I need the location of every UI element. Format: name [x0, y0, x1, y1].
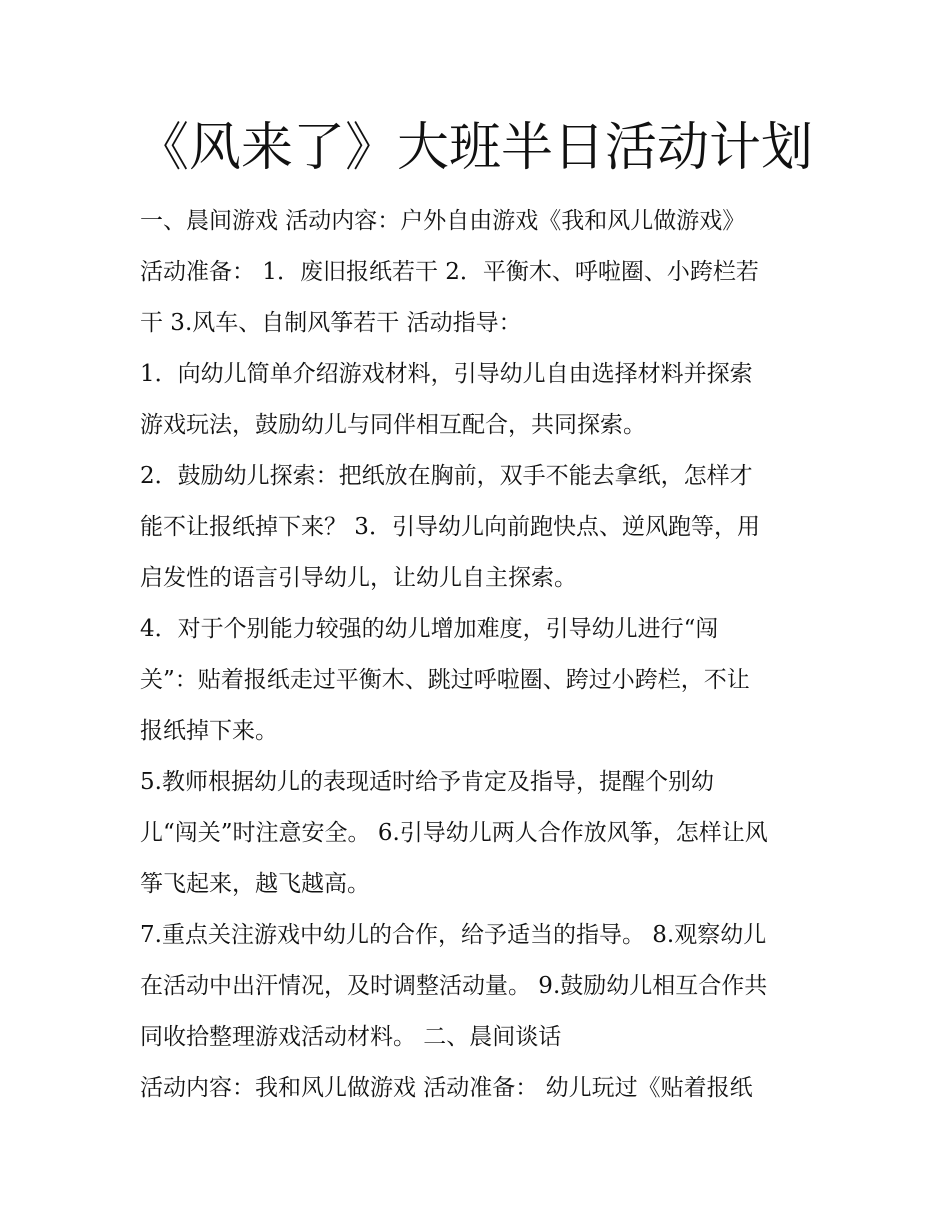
page-title: 《风来了》大班半日活动计划 [136, 118, 813, 178]
text-line-10: 关”：贴着报纸走过平衡木、跳过呼啦圈、跨过小跨栏，不让 [140, 667, 750, 693]
text-line-5: 游戏玩法，鼓励幼儿与同伴相互配合，共同探索。 [140, 412, 646, 438]
text-line-13: 儿“闯关”时注意安全。 6.引导幼儿两人合作放风筝，怎样让风 [140, 820, 768, 846]
text-line-2: 活动准备： 1．废旧报纸若干 2．平衡木、呼啦圈、小跨栏若 [140, 259, 759, 285]
text-line-14: 筝飞起来，越飞越高。 [140, 871, 370, 897]
text-line-9: 4．对于个别能力较强的幼儿增加难度，引导幼儿进行“闯 [140, 616, 719, 642]
text-line-7: 能不让报纸掉下来？ 3．引导幼儿向前跑快点、逆风跑等，用 [140, 514, 760, 540]
text-line-18: 活动内容：我和风儿做游戏 活动准备： 幼儿玩过《贴着报纸 [140, 1075, 753, 1101]
text-line-12: 5.教师根据幼儿的表现适时给予肯定及指导，提醒个别幼 [140, 769, 714, 795]
text-line-6: 2．鼓励幼儿探索：把纸放在胸前，双手不能去拿纸，怎样才 [140, 463, 753, 489]
text-line-15: 7.重点关注游戏中幼儿的合作，给予适当的指导。 8.观察幼儿 [140, 922, 767, 948]
text-line-11: 报纸掉下来。 [140, 718, 278, 744]
document-body [140, 196, 820, 1114]
text-line-1: 一、晨间游戏 活动内容：户外自由游戏《我和风儿做游戏》 [140, 208, 746, 234]
text-line-4: 1．向幼儿简单介绍游戏材料，引导幼儿自由选择材料并探索 [140, 361, 753, 387]
text-line-8: 启发性的语言引导幼儿，让幼儿自主探索。 [140, 565, 577, 591]
text-line-3: 干 3.风车、自制风筝若干 活动指导： [140, 310, 522, 336]
text-line-17: 同收拾整理游戏活动材料。 二、晨间谈话 [140, 1024, 562, 1050]
text-line-16: 在活动中出汗情况，及时调整活动量。 9.鼓励幼儿相互合作共 [140, 973, 768, 999]
